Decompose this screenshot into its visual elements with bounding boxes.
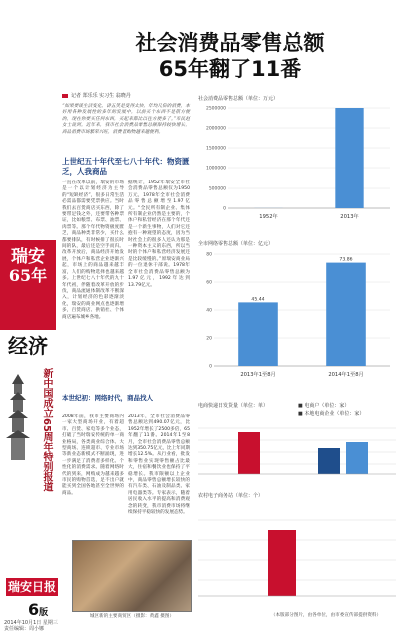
chart-1-caption: 社会消费品零售总额（单位：万元）: [198, 96, 279, 102]
y-tick-label: 80: [206, 252, 212, 258]
bar: [318, 448, 340, 474]
chart-3-caption: 电商快递日发货量（单位：单）: [198, 403, 269, 409]
section-1-column-b: 据统计，1952年瑞安全市社会消费品零售总额仅为1950万元，1978年全市社会消费品零售总额增至1.97亿元。“全民所有制企业、集体所有制企业仍然是主要的，个体户和私营经济在那个年代还是一个新生事物，人们对它还抱有一种观望的态度，因为当时社会上的很多人还认为那是一种资本主义的东西，所以当时的个体户和私营经济发展还是比较缓慢的。”原瑞安商业局的一位退休干部说。1978年全市社会消费品零售总额为1.97亿元，1992年达到13.79亿元。: [128, 180, 190, 288]
band-sky-area: [0, 0, 56, 240]
bar: [268, 530, 296, 596]
retail-sales-chart: [198, 102, 396, 222]
newspaper-logo: 瑞安日报: [7, 580, 56, 594]
lead-paragraph: “如果要谈生活变化，讲五笑是变得太快，年均几倍的消费，本好用各种发展性的多年的发展中，以前买个东西不是很方便的，现在你要买任何东西，买起来都比以往方便多了。”市民赵女士说到。近年来，我市社会消费品零售总额保持较快增长，商品消费市场繁荣兴旺，消费者购物越来越便利。: [62, 104, 190, 135]
y-tick-label: 0: [209, 364, 212, 370]
photo-caption: 城区新的主要商贸区（摄影：黄鑫 摄图）: [89, 614, 175, 619]
title-line-1: 社会消费品零售总额: [135, 31, 325, 55]
bar: [335, 108, 363, 208]
page-footnote: （本版部分图片，由各单位，由市委宣传部提供资料）: [270, 613, 382, 618]
y-tick-label: 60: [206, 280, 212, 286]
online-retail-chart: [198, 248, 396, 380]
page-number: [28, 600, 48, 619]
bar: [238, 432, 260, 474]
shopping-street-photo: [72, 540, 192, 612]
y-tick-label: 40: [206, 308, 212, 314]
section-2-heading: 本世纪初：网络时代，商品找人: [62, 394, 153, 402]
byline: 记者 郑乐乐 实习生 翁晓丹: [62, 92, 131, 99]
x-tick-label: 2014年1至8月: [328, 372, 364, 378]
economy-label: 经济: [8, 334, 48, 358]
rural-ecommerce-chart: [198, 500, 396, 600]
chart-4-caption: 农村电子商务站（单位：个）: [198, 493, 264, 499]
y-tick-label: 1500000: [205, 146, 226, 152]
section-2-column-b: 2013年，全市社会消费品零售总额达到490.07亿元，比1952年增长了2500多倍，65年翻了11番。2014年1至8月，全市社会消费品零售总额达到350.75亿元，比上年同期增长12.5%。从行业看，批发和零售业实现零售额占比最大，住宿和餐饮业也保持了平稳增长。我市限额以上企业中，商品零售总额增长较快的有汽车类、石油及制品类、家用电器类等。专家表示，随着居民收入水平的提高和消费观念的转变，我市消费市场将继续保持平稳较快的发展态势。: [128, 414, 190, 516]
banner-line-1: 瑞安: [11, 247, 45, 267]
page-number-suffix: 版: [39, 608, 49, 618]
y-tick-label: 500000: [208, 186, 226, 192]
bar: [326, 263, 366, 366]
banner-line-2: 65年: [8, 266, 48, 285]
page-title: [80, 30, 380, 82]
y-tick-label: 0: [223, 206, 226, 212]
y-tick-label: 2000000: [205, 126, 226, 132]
section-1-column-a: 一直在改革以前，瑞安的市场是一个以计划经济为主导的“短缺经济”，很多日常生活必需品都需要凭票供应。当时我们去百货商店买东西，除了要带足钱之外，还要带各种票证，比如粮票、布票、油票、肉票等。那个年代物资极度匮乏，商品种类非常少，买什么都要排队，有时候排了很长时间的队，最后还是空手而归。改革开放后，商品经济开始发展，个体户和私营企业逐渐兴起，市场上的商品越来越丰富，人们的购物选择也越来越多。上世纪七八十年代的九十年代初，伴随着改革开放的步伐，商品流通体制改革不断深入，计划经济的色彩逐渐淡化，瑞安的商业网点也逐渐增多，百货商店、供销社、个体商店遍布城乡各地。: [62, 180, 124, 320]
issue-date: 2014年10月1日 星期三 责任编辑：周小娜: [4, 620, 58, 632]
y-tick-label: 20: [206, 336, 212, 342]
pagoda-icon: [4, 372, 32, 462]
section-1-heading: 上世纪五十年代至七八十年代：物资匮乏，人我商品: [62, 157, 190, 176]
anniversary-banner: [0, 240, 56, 330]
chart-3-legend-a: ■ 电商户（单位：家）: [298, 403, 350, 409]
x-tick-label: 1952年: [259, 214, 278, 220]
x-tick-label: 2013年: [340, 214, 359, 220]
bar: [346, 442, 368, 474]
bar: [238, 302, 278, 366]
page-number-value: 6: [28, 600, 40, 619]
chart-2-caption: 全市网络零售总额（单位：亿元）: [198, 241, 274, 247]
express-delivery-chart: [198, 418, 396, 476]
chart-3-legend-b: ■ 本地电商企业（单位：家）: [298, 411, 365, 417]
y-tick-label: 2500000: [205, 106, 226, 112]
left-band: [0, 0, 56, 634]
title-line-2: 65年翻了11番: [158, 57, 302, 81]
y-tick-label: 1000000: [205, 166, 226, 172]
data-label: 45.44: [251, 297, 265, 303]
special-report-label: 新中国成立65周年特别报道: [41, 368, 52, 492]
x-tick-label: 2013年1至8月: [240, 372, 276, 378]
data-label: 73.86: [339, 257, 353, 263]
section-2-column-a: 2008年前，我市主要商场内一家大型商场开业，有着超市、百货、家电等多个业态，打破了当时瑞安传统的单一商业格局，各类商业综合体、大型商场、连锁超市、专业市场等新业态新模式不断涌现，进一步满足了消费者多样化、个性化的消费需求。随着网络时代的到来，网购成为越来越多市民的购物首选，足不出户就能买到全国各地甚至全世界的商品。: [62, 414, 124, 496]
